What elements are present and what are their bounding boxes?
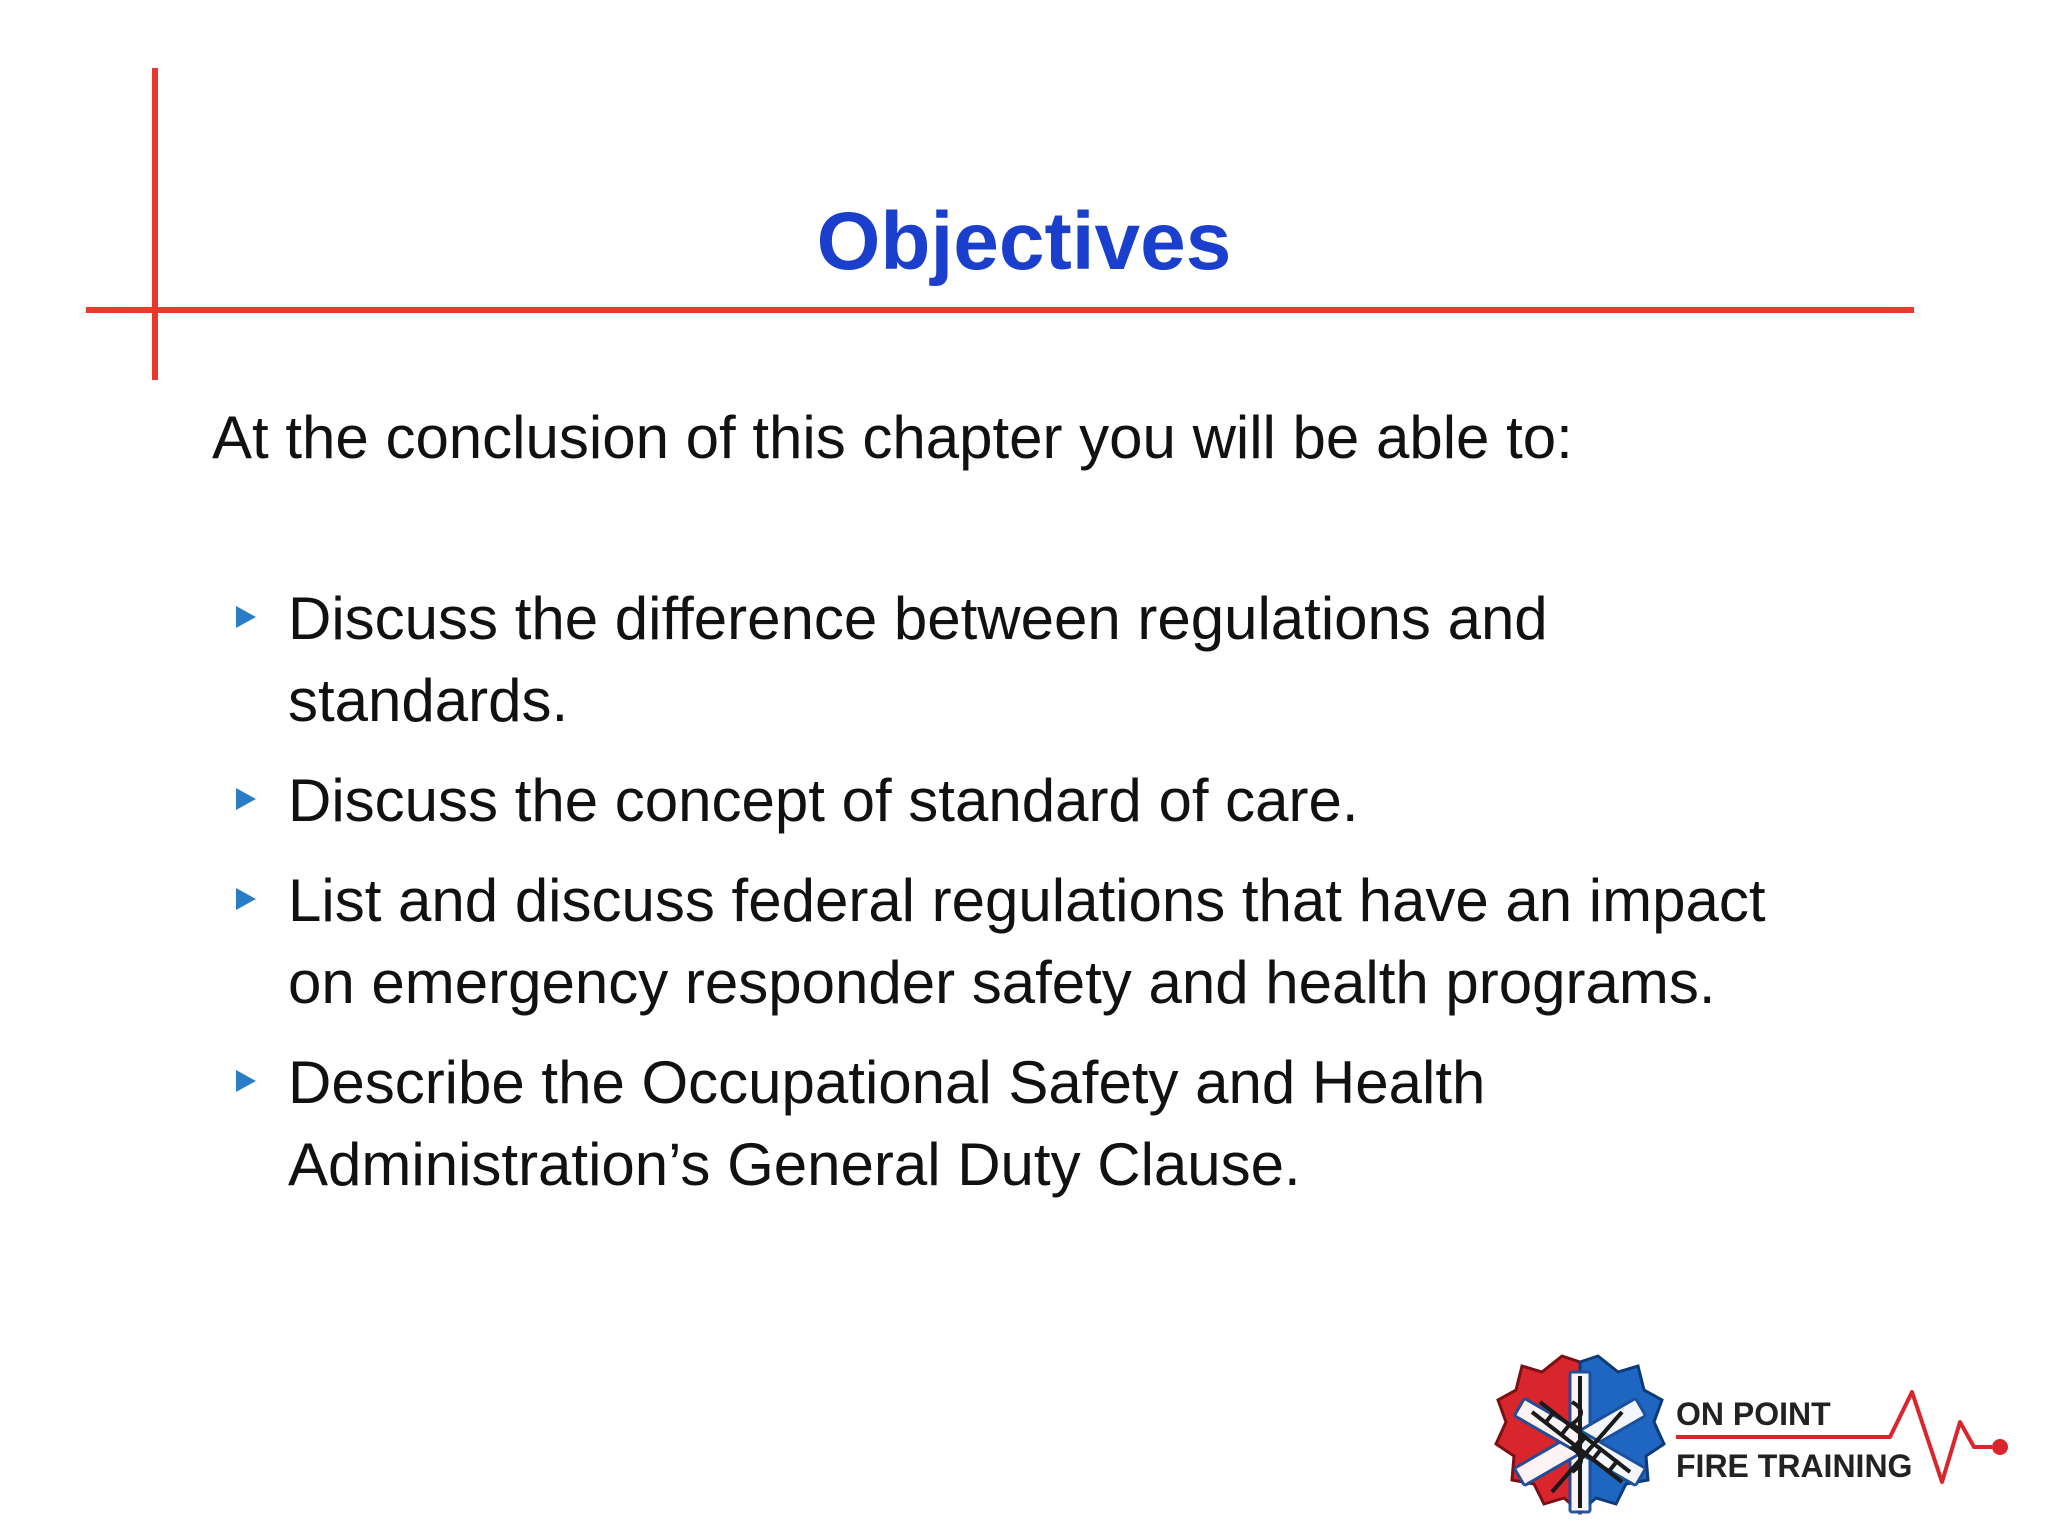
on-point-fire-training-logo [1492,1352,2012,1530]
list-item-text: Discuss the difference between regulations and standards. [288,585,1548,734]
list-item [236,760,1796,842]
intro-text: At the conclusion of this chapter you will be able to: [212,404,1573,471]
list-item [236,1042,1796,1206]
triangle-bullet-icon [236,1070,256,1092]
triangle-bullet-icon [236,888,256,910]
objectives-list [236,578,1796,1224]
list-item [236,860,1796,1024]
triangle-bullet-icon [236,788,256,810]
logo-line-1: ON POINT [1676,1396,1831,1432]
fire-star-of-life-icon [1492,1352,2012,1530]
list-item-text: Discuss the concept of standard of care. [288,767,1359,834]
horizontal-accent-rule [86,307,1914,313]
list-item [236,578,1796,742]
triangle-bullet-icon [236,606,256,628]
logo-line-2: FIRE TRAINING [1676,1448,1913,1484]
list-item-text: List and discuss federal regulations that have an impact on emergency responder safety and health programs. [288,867,1766,1016]
list-item-text: Describe the Occupational Safety and Health Administration’s General Duty Clause. [288,1049,1486,1198]
slide-title: Objectives [816,196,1232,287]
